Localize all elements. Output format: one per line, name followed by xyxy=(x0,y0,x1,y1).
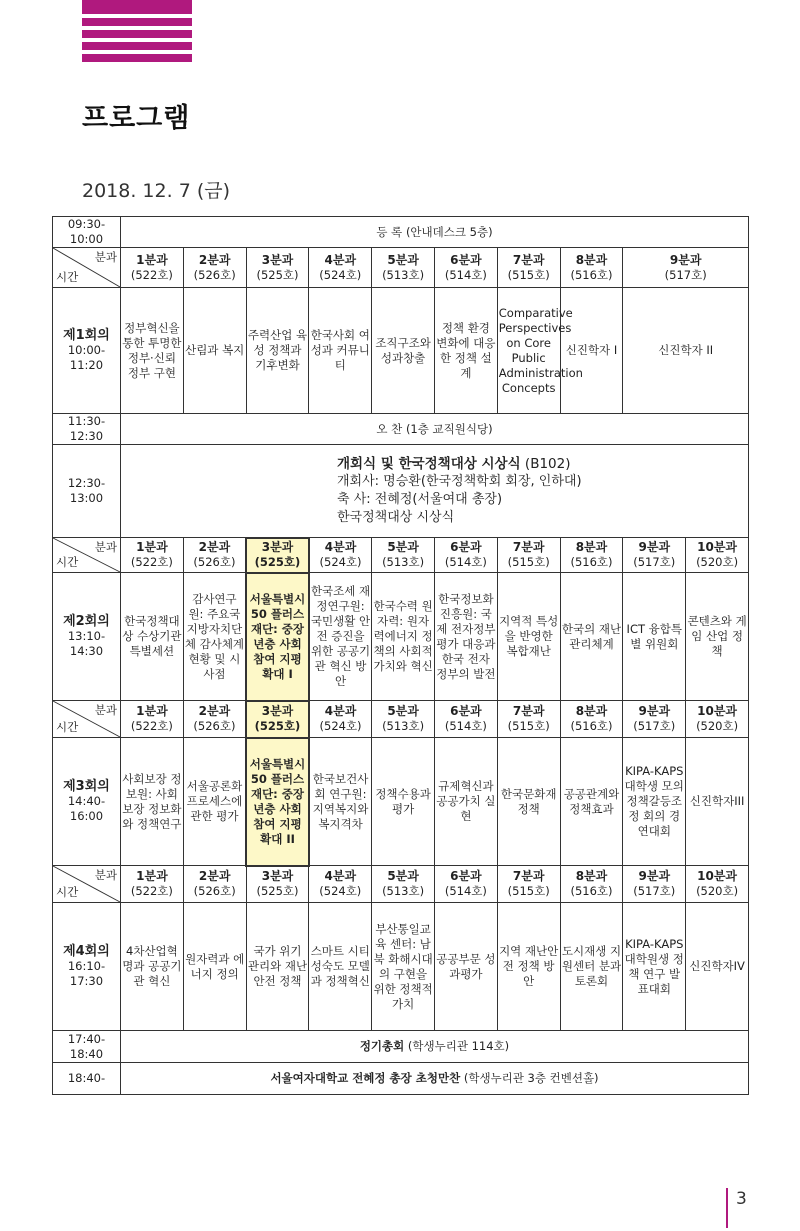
room-header xyxy=(309,538,372,573)
row-lunch xyxy=(53,414,749,445)
room-header xyxy=(309,701,372,738)
session-name: 제2회의 xyxy=(63,614,110,629)
room-number: (522호) xyxy=(130,884,173,898)
room-number: (520호) xyxy=(696,884,739,898)
time-cell: 11:30-12:30 xyxy=(53,414,121,445)
topic-cell: 한국정책대상 수상기관 특별세션 xyxy=(121,573,184,701)
header-diagonal-cell xyxy=(53,248,121,288)
row-rooms-s2 xyxy=(53,538,749,573)
division-label: 8분과 xyxy=(575,252,608,267)
time-cell: 18:40- xyxy=(53,1063,121,1095)
room-header xyxy=(434,866,497,903)
time-header-label: 시간 xyxy=(56,555,79,569)
room-number: (520호) xyxy=(696,719,739,733)
topic-cell: 사회보장 정보원: 사회보장 정보화와 정책연구 xyxy=(121,738,184,866)
topic-cell: 공공부문 성과평가 xyxy=(434,903,497,1031)
room-number: (513호) xyxy=(382,267,425,282)
room-number: (517호) xyxy=(664,267,707,282)
room-header xyxy=(623,538,686,573)
topic-cell: 한국보건사회 연구원: 지역복지와 복지격차 xyxy=(309,738,372,866)
topic-cell: Comparative Perspectives on Core Public Administration Concepts xyxy=(497,288,560,414)
division-label: 6분과 xyxy=(450,704,482,718)
room-header xyxy=(372,248,435,288)
time-header-label: 시간 xyxy=(56,885,79,899)
room-header xyxy=(183,701,246,738)
division-label: 3분과 xyxy=(261,252,294,267)
room-number: (524호) xyxy=(319,555,362,569)
row-opening xyxy=(53,445,749,538)
room-header xyxy=(686,538,749,573)
topic-cell: 한국정보화 진흥원: 국제 전자정부 평가 대응과 한국 전자 정부의 발전 xyxy=(434,573,497,701)
division-header-label: 분과 xyxy=(94,868,117,882)
page-title: 프로그램 xyxy=(82,103,191,134)
topic-cell: 한국사회 여성과 커뮤니티 xyxy=(309,288,372,414)
division-header-label: 분과 xyxy=(94,250,117,264)
division-label: 7분과 xyxy=(512,540,545,554)
division-label: 10분과 xyxy=(697,540,738,554)
row-session2 xyxy=(53,573,749,701)
logo-stripes xyxy=(82,0,192,66)
topic-cell: KIPA-KAPS 대학생 모의 정책갈등조정 회의 경연대회 xyxy=(623,738,686,866)
room-number: (516호) xyxy=(570,555,613,569)
room-header xyxy=(372,701,435,738)
room-header xyxy=(121,701,184,738)
room-number: (515호) xyxy=(507,719,550,733)
division-label: 6분과 xyxy=(450,252,482,267)
room-number: (522호) xyxy=(130,267,173,282)
room-number: (520호) xyxy=(696,555,739,569)
lunch-text: 오 찬 (1층 교직원식당) xyxy=(121,414,749,445)
row-rooms-s4 xyxy=(53,866,749,903)
division-label: 7분과 xyxy=(512,869,545,883)
session-time: 13:10-14:30 xyxy=(67,629,106,658)
session-slot xyxy=(53,573,121,701)
room-number: (525호) xyxy=(254,719,301,733)
topic-cell: 지역 재난안전 정책 방안 xyxy=(497,903,560,1031)
time-header-label: 시간 xyxy=(56,720,79,734)
room-number: (526호) xyxy=(193,267,236,282)
session-time: 10:00-11:20 xyxy=(67,343,106,372)
topic-cell: 도시재생 지원센터 분과토론회 xyxy=(560,903,623,1031)
division-label: 8분과 xyxy=(575,704,608,718)
session-slot xyxy=(53,903,121,1031)
division-label: 3분과 xyxy=(261,540,294,554)
opening-line: 축 사: 전혜정(서울여대 총장) xyxy=(337,491,503,507)
page-date: 2018. 12. 7 (금) xyxy=(82,180,230,202)
division-label: 1분과 xyxy=(136,252,168,267)
row-registration xyxy=(53,217,749,248)
room-header xyxy=(183,248,246,288)
dinner-text xyxy=(121,1063,749,1095)
room-header xyxy=(686,701,749,738)
row-rooms-s1 xyxy=(53,248,749,288)
division-label: 9분과 xyxy=(638,704,671,718)
topic-cell: 신진학자 II xyxy=(623,288,749,414)
row-general-meeting xyxy=(53,1031,749,1063)
division-label: 1분과 xyxy=(136,540,168,554)
row-session1 xyxy=(53,288,749,414)
opening-room: (B102) xyxy=(520,455,571,472)
session-name: 제1회의 xyxy=(63,328,110,343)
room-header xyxy=(246,701,309,738)
topic-cell: ICT 융합특별 위원회 xyxy=(623,573,686,701)
room-header xyxy=(183,866,246,903)
division-label: 2분과 xyxy=(198,252,231,267)
division-label: 5분과 xyxy=(387,540,419,554)
topic-cell: 정책 환경 변화에 대응한 정책 설계 xyxy=(434,288,497,414)
topic-cell: 한국문화재 정책 xyxy=(497,738,560,866)
row-rooms-s3 xyxy=(53,701,749,738)
time-cell: 12:30-13:00 xyxy=(53,445,121,538)
room-number: (522호) xyxy=(130,555,173,569)
topic-cell: 공공관계와 정책효과 xyxy=(560,738,623,866)
topic-cell: 조직구조와 성과창출 xyxy=(372,288,435,414)
room-number: (516호) xyxy=(570,719,613,733)
division-label: 4분과 xyxy=(324,869,357,883)
room-header xyxy=(623,866,686,903)
division-header-label: 분과 xyxy=(94,540,117,554)
room-header xyxy=(434,538,497,573)
dinner-room: (학생누리관 3층 컨벤션홀) xyxy=(460,1071,599,1085)
division-label: 1분과 xyxy=(136,869,168,883)
division-label: 8분과 xyxy=(575,869,608,883)
time-header-label: 시간 xyxy=(56,270,79,284)
row-session4 xyxy=(53,903,749,1031)
row-dinner xyxy=(53,1063,749,1095)
topic-cell: KIPA-KAPS 대학원생 정책 연구 발표대회 xyxy=(623,903,686,1031)
topic-cell: 콘텐츠와 게임 산업 정책 xyxy=(686,573,749,701)
room-number: (516호) xyxy=(570,267,613,282)
topic-cell: 한국조세 재정연구원: 국민생활 안전 증진을 위한 공공기관 혁신 방안 xyxy=(309,573,372,701)
division-label: 1분과 xyxy=(136,704,168,718)
room-number: (524호) xyxy=(319,884,362,898)
header-diagonal-cell xyxy=(53,701,121,738)
room-header xyxy=(623,248,749,288)
header-diagonal-cell xyxy=(53,866,121,903)
room-header xyxy=(372,866,435,903)
header-diagonal-cell xyxy=(53,538,121,573)
general-meeting-title: 정기총회 xyxy=(359,1039,405,1053)
session-slot xyxy=(53,288,121,414)
room-header xyxy=(121,538,184,573)
opening-line: 한국정책대상 시상식 xyxy=(337,509,455,525)
time-cell: 17:40-18:40 xyxy=(53,1031,121,1063)
session-name: 제4회의 xyxy=(63,944,110,959)
room-header xyxy=(434,248,497,288)
division-label: 8분과 xyxy=(575,540,608,554)
session-time: 16:10-17:30 xyxy=(67,959,106,988)
division-label: 3분과 xyxy=(261,704,294,718)
session-name: 제3회의 xyxy=(63,779,110,794)
topic-cell: 4차산업혁명과 공공기관 혁신 xyxy=(121,903,184,1031)
division-label: 3분과 xyxy=(261,869,294,884)
room-header xyxy=(497,866,560,903)
room-number: (513호) xyxy=(382,555,425,569)
room-header xyxy=(121,866,184,903)
page-number: 3 xyxy=(726,1188,756,1228)
room-number: (526호) xyxy=(193,555,236,569)
topic-cell: 원자력과 에너지 정의 xyxy=(183,903,246,1031)
room-header xyxy=(246,538,309,573)
room-number: (515호) xyxy=(507,884,550,898)
topic-cell: 서울특별시50 플러스재단: 중장년층 사회 참여 지평확대 II xyxy=(246,738,309,866)
room-number: (516호) xyxy=(570,884,613,898)
room-header xyxy=(560,866,623,903)
room-number: (514호) xyxy=(444,267,487,282)
room-number: (525호) xyxy=(256,884,299,899)
room-number: (514호) xyxy=(444,884,487,898)
topic-cell: 한국의 재난 관리체계 xyxy=(560,573,623,701)
division-label: 9분과 xyxy=(638,540,671,554)
division-label: 2분과 xyxy=(198,869,231,883)
room-number: (524호) xyxy=(319,267,362,282)
room-number: (514호) xyxy=(444,555,487,569)
room-header xyxy=(623,701,686,738)
topic-cell: 국가 위기 관리와 재난 안전 정책 xyxy=(246,903,309,1031)
topic-cell: 스마트 시티 성숙도 모델과 정책혁신 xyxy=(309,903,372,1031)
division-label: 4분과 xyxy=(324,704,357,718)
topic-cell: 정부혁신을 통한 투명한 정부·신뢰 정부 구현 xyxy=(121,288,184,414)
registration-text: 등 록 (안내데스크 5층) xyxy=(121,217,749,248)
room-number: (526호) xyxy=(193,884,236,898)
general-meeting-text xyxy=(121,1031,749,1063)
room-number: (525호) xyxy=(256,267,299,282)
room-number: (524호) xyxy=(319,719,362,733)
division-label: 5분과 xyxy=(387,869,419,883)
room-number: (517호) xyxy=(633,884,676,898)
room-header xyxy=(246,248,309,288)
division-header-label: 분과 xyxy=(94,703,117,717)
topic-cell: 한국수력 원자력: 원자력에너지 정책의 사회적 가치와 혁신 xyxy=(372,573,435,701)
division-label: 7분과 xyxy=(512,252,545,267)
division-label: 4분과 xyxy=(324,252,357,267)
time-cell: 09:30-10:00 xyxy=(53,217,121,248)
topic-cell: 서울공론화 프로세스에 관한 평가 xyxy=(183,738,246,866)
division-label: 9분과 xyxy=(638,869,671,883)
session-slot xyxy=(53,738,121,866)
room-header xyxy=(246,866,309,903)
room-header xyxy=(183,538,246,573)
opening-title: 개회식 및 한국정책대상 시상식 xyxy=(337,455,521,472)
room-number: (517호) xyxy=(633,555,676,569)
topic-cell: 지역적 특성을 반영한 복합재난 xyxy=(497,573,560,701)
room-header xyxy=(372,538,435,573)
topic-cell: 정책수용과 평가 xyxy=(372,738,435,866)
division-label: 6분과 xyxy=(450,540,482,554)
division-label: 10분과 xyxy=(697,704,738,718)
opening-ceremony xyxy=(121,445,749,538)
room-header xyxy=(497,538,560,573)
room-number: (515호) xyxy=(507,267,550,282)
room-number: (513호) xyxy=(382,719,425,733)
session-time: 14:40-16:00 xyxy=(67,794,106,823)
program-table xyxy=(52,216,749,1095)
room-header xyxy=(560,701,623,738)
room-number: (526호) xyxy=(193,719,236,733)
division-label: 4분과 xyxy=(324,540,357,554)
division-label: 5분과 xyxy=(387,704,419,718)
room-header xyxy=(560,538,623,573)
division-label: 6분과 xyxy=(450,869,482,883)
division-label: 7분과 xyxy=(512,704,545,718)
division-label: 2분과 xyxy=(198,704,231,718)
row-session3 xyxy=(53,738,749,866)
division-label: 10분과 xyxy=(697,869,738,883)
general-meeting-room: (학생누리관 114호) xyxy=(404,1039,510,1053)
room-header xyxy=(560,248,623,288)
topic-cell: 서울특별시50 플러스재단: 중장년층 사회 참여 지평확대 I xyxy=(246,573,309,701)
topic-cell: 신진학자IV xyxy=(686,903,749,1031)
topic-cell: 부산통일교육 센터: 남북 화해시대의 구현을 위한 정책적 가치 xyxy=(372,903,435,1031)
dinner-title: 서울여자대학교 전혜정 총장 초청만찬 xyxy=(270,1071,461,1085)
room-header xyxy=(121,248,184,288)
topic-cell: 규제혁신과 공공가치 실현 xyxy=(434,738,497,866)
room-header xyxy=(309,866,372,903)
room-header xyxy=(497,248,560,288)
room-header xyxy=(686,866,749,903)
room-number: (515호) xyxy=(507,555,550,569)
room-number: (525호) xyxy=(254,555,301,569)
opening-line: 개회사: 명승환(한국정책학회 회장, 인하대) xyxy=(337,473,582,489)
topic-cell: 주력산업 육성 정책과 기후변화 xyxy=(246,288,309,414)
room-header xyxy=(497,701,560,738)
room-header xyxy=(309,248,372,288)
division-label: 5분과 xyxy=(387,252,419,267)
topic-cell: 산림과 복지 xyxy=(183,288,246,414)
topic-cell: 신진학자 I xyxy=(560,288,623,414)
room-header xyxy=(434,701,497,738)
topic-cell: 신진학자III xyxy=(686,738,749,866)
room-number: (517호) xyxy=(633,719,676,733)
room-number: (522호) xyxy=(130,719,173,733)
room-number: (513호) xyxy=(382,884,425,898)
division-label: 2분과 xyxy=(198,540,231,554)
division-label: 9분과 xyxy=(669,252,702,267)
room-number: (514호) xyxy=(444,719,487,733)
topic-cell: 감사연구원: 주요국 지방자치단체 감사체계 현황 및 시사점 xyxy=(183,573,246,701)
